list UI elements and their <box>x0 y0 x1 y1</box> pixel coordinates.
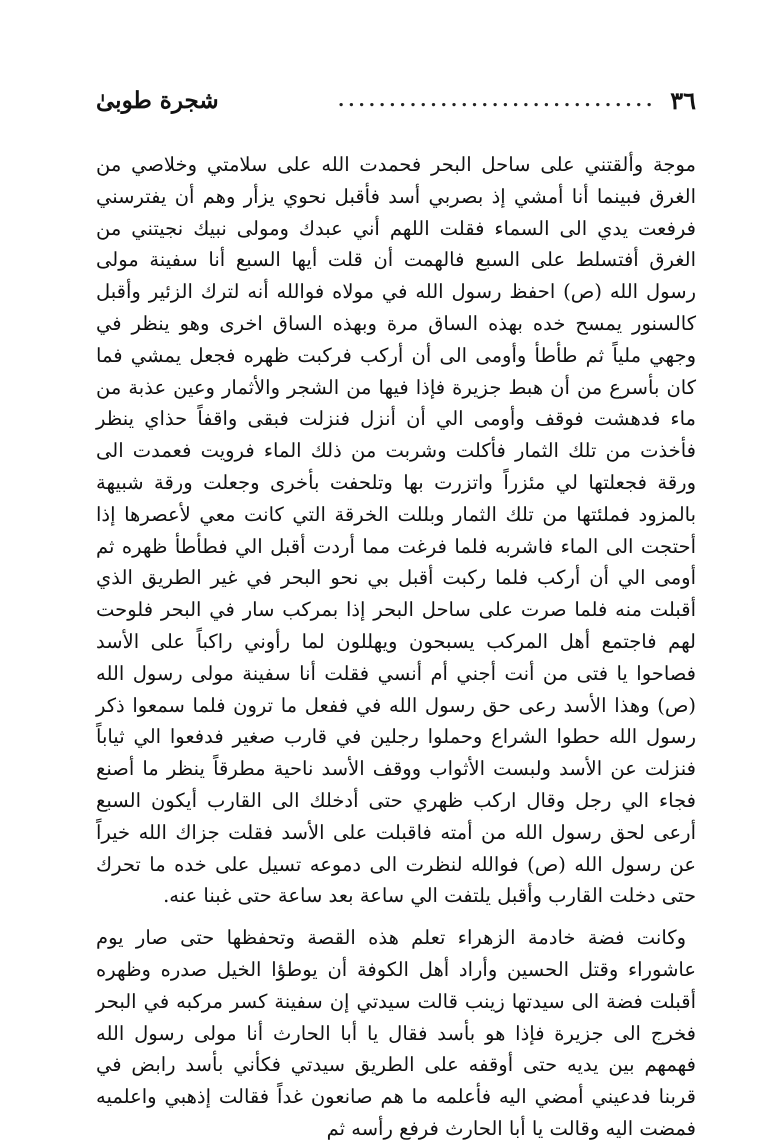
page-header <box>96 82 696 118</box>
paragraph: موجة وألقتني على ساحل البحر فحمدت الله على سلامتي وخلاصي من الغرق فبينما أنا أمشي إذ بصربي أسد فأقبل نحوي يزأر وهم أن يفترسني فرفعت يدي الى السماء فقلت اللهم أني عبدك ومولى نبيك نجيتني من الغرق أفتسلط على السبع فالهمت أن قلت أيها السبع أنا سفينة مولى رسول الله (ص) احفظ رسول الله في مولاه فوالله أنه لترك الزئير وأقبل كالسنور يمسح خده بهذه الساق مرة وبهذه الساق اخرى وهو ينظر في وجهي ملياً ثم طأطأ وأومى الى أن أركب فركبت ظهره فجعل يمشي فما كان بأسرع من أن هبط جزيرة فإذا فيها من الشجر والأثمار وعين عذبة من ماء فدهشت فوقف وأومى الي أن أنزل فنزلت فبقى واقفاً حذاي ينظر فأخذت من تلك الثمار فأكلت وشربت من ذلك الماء فرويت فعمدت الى ورقة فجعلتها لي مئزراً واتزرت بها وتلحفت بأخرى وجعلت ورقة شبيهة بالمزود فملئتها من تلك الثمار وبللت الخرقة التي كانت معي لأعصرها إذا أحتجت الى الماء فاشربه فلما فرغت مما أردت أقبل الي فطأطأ ظهره ثم أومى الي أن أركب فلما ركبت أقبل بي نحو البحر في غير الطريق الذي أقبلت منه فلما صرت على ساحل البحر إذا بمركب سار في البحر فلوحت لهم فاجتمع أهل المركب يسبحون ويهللون لما رأوني راكباً على الأسد فصاحوا يا فتى من أنت أجني أم أنسي فقلت أنا سفينة مولى رسول الله (ص) وهذا الأسد رعى حق رسول الله في ففعل ما ترون فلما سمعوا ذكر رسول الله حطوا الشراع وحملوا رجلين في قارب صغير فدفعوا الي ثياباً فنزلت عن الأسد ولبست الأثواب ووقف الأسد ناحية مطرقاً ينظر ما أصنع فجاء الي رجل وقال اركب ظهري حتى أدخلك الى القارب أيكون السبع أرعى لحق رسول الله من أمته فاقبلت على الأسد فقلت جزاك الله خيراً عن رسول الله (ص) فوالله لنظرت الى دموعه تسيل على خده ما تحرك حتى دخلت القارب وأقبل يلتفت الي ساعة بعد ساعة حتى غبنا عنه. <box>96 153 696 908</box>
header-leader-dots: ............................... <box>337 89 657 111</box>
paragraph: وكانت فضة خادمة الزهراء تعلم هذه القصة وتحفظها حتى صار يوم عاشوراء وقتل الحسين وأراد أهل الكوفة أن يوطؤا الخيل صدره وظهره أقبلت فضة الى سيدتها زينب قالت سيدتي إن سفينة كسر مركبه في البحر فخرج الى جزيرة فإذا هو بأسد فقال يا أبا الحارث أنا مولى رسول الله فهمهم بين يديه حتى أوقفه على الطريق سيدتي فكأني بأسد رابض في قربنا فدعيني أمضي اليه فأعلمه ما هم صانعون غداً فقالت إذهبي واعلميه فمضت اليه وقالت يا أبا الحارث فرفع رأسه ثم <box>96 926 696 1140</box>
page-number: ٣٦ <box>670 85 696 115</box>
running-title: شجرة طوبىٰ <box>96 86 219 114</box>
body-text <box>96 149 696 1145</box>
